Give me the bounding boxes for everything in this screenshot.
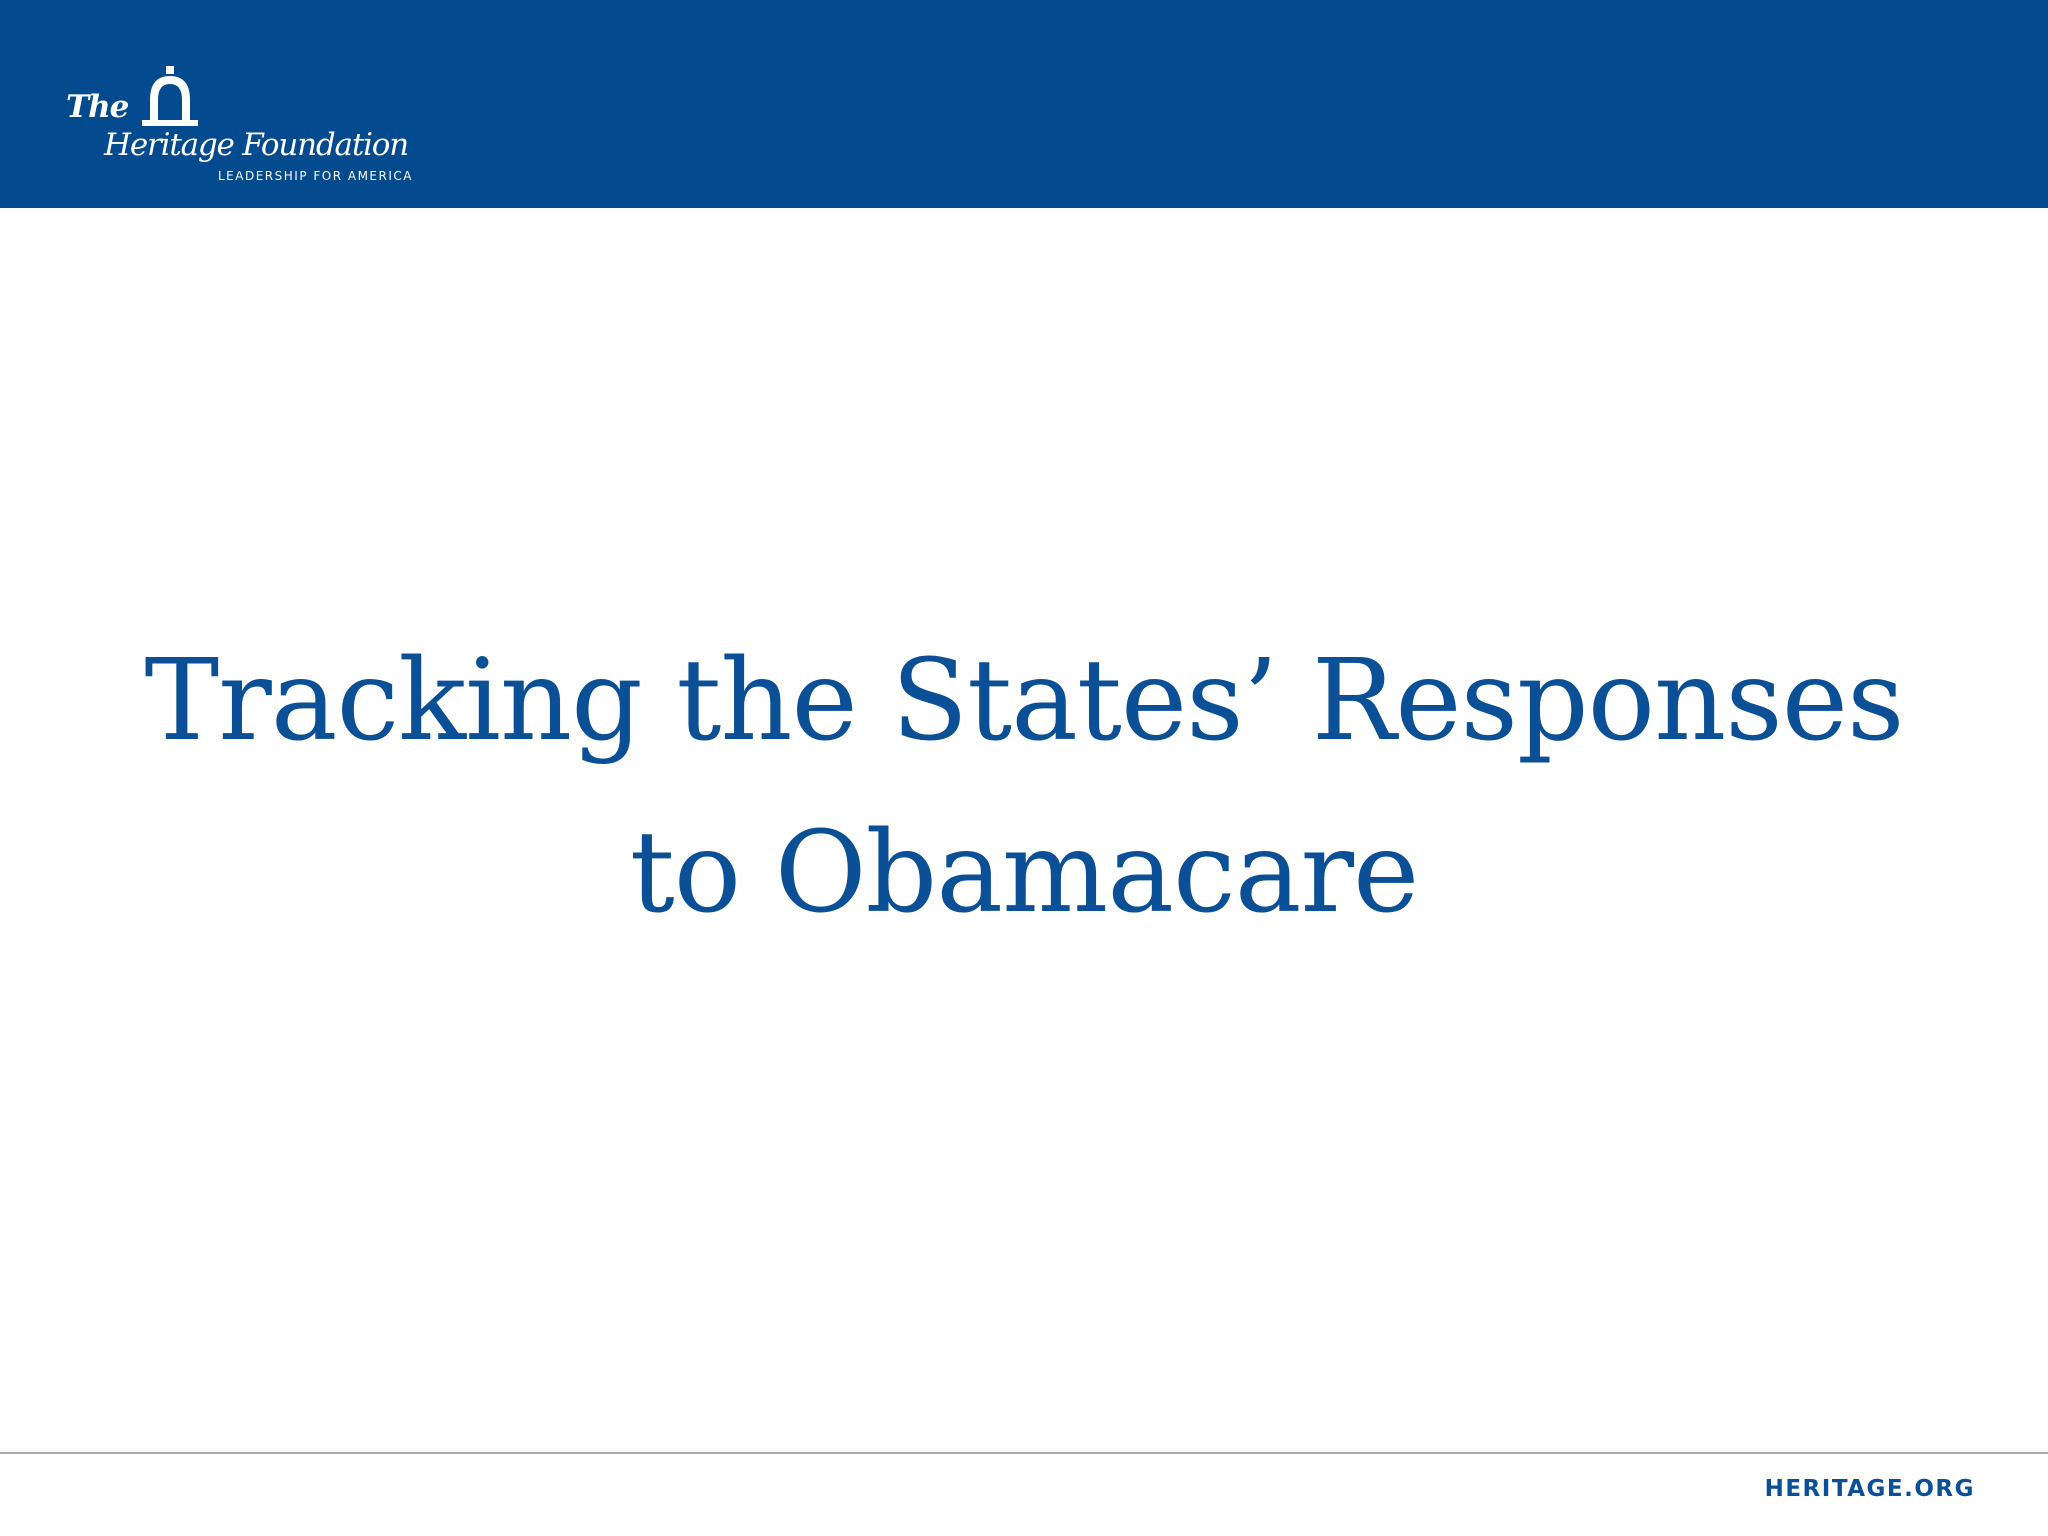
slide-title: [74, 615, 1974, 959]
slide-title-line-2: to Obamacare: [629, 808, 1419, 938]
liberty-bell-icon: [140, 66, 200, 128]
header-bar: [0, 0, 2048, 208]
footer-divider: [0, 1452, 2048, 1454]
logo-tagline: LEADERSHIP FOR AMERICA: [218, 169, 413, 183]
slide-title-line-1: Tracking the States’ Responses: [144, 636, 1904, 766]
logo-name: Heritage Foundation: [104, 127, 409, 163]
logo-the: The: [66, 89, 129, 125]
footer-website-link: HERITAGE.ORG: [1764, 1476, 1975, 1502]
heritage-foundation-logo: [66, 66, 426, 186]
